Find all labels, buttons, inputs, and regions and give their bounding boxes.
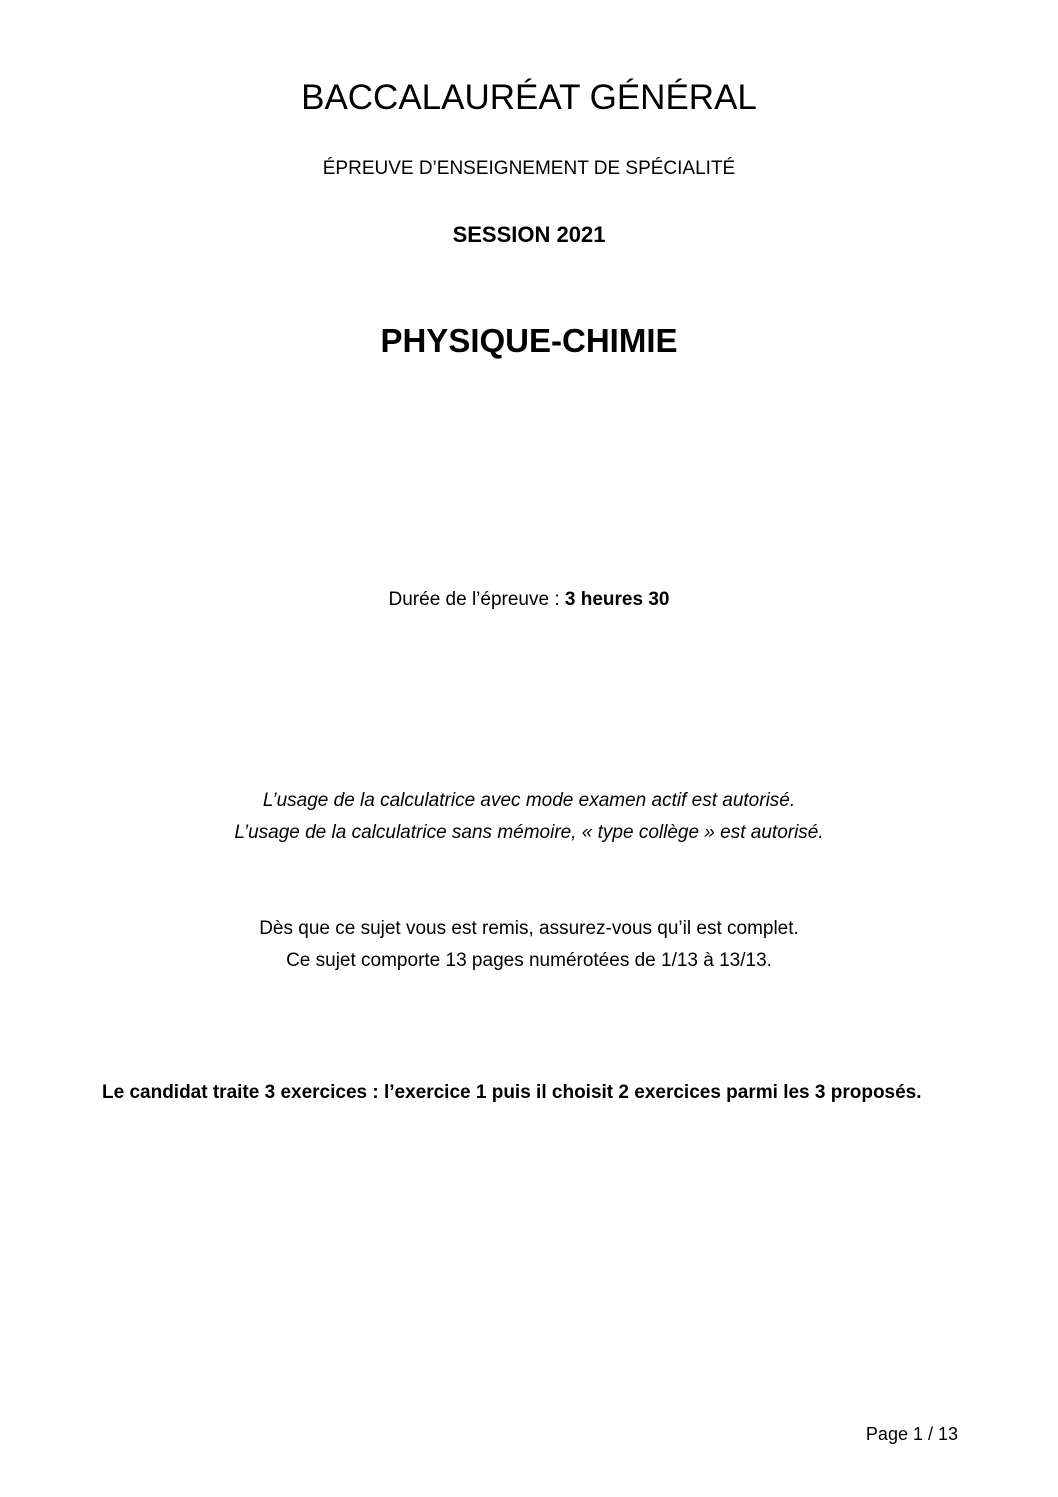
completeness-notice	[0, 913, 1058, 977]
calculator-rule-line: L’usage de la calculatrice avec mode examen actif est autorisé.	[262, 790, 796, 811]
calculator-rule-line: L’usage de la calculatrice sans mémoire, « type collège » est autorisé.	[234, 822, 824, 843]
exam-subtitle: ÉPREUVE D’ENSEIGNEMENT DE SPÉCIALITÉ	[322, 158, 736, 179]
exam-subject: PHYSIQUE-CHIMIE	[380, 322, 678, 359]
exam-session: SESSION 2021	[452, 222, 606, 247]
completeness-line: Dès que ce sujet vous est remis, assurez-vous qu’il est complet.	[259, 918, 799, 939]
candidate-instructions: Le candidat traite 3 exercices : l’exercice 1 puis il choisit 2 exercices parmi les 3 proposés.	[102, 1082, 922, 1103]
page-number: Page 1 / 13	[865, 1424, 958, 1444]
exam-duration	[0, 588, 1058, 612]
calculator-rules	[0, 785, 1058, 849]
completeness-line: Ce sujet comporte 13 pages numérotées de 1/13 à 13/13.	[286, 950, 772, 971]
duration-value: 3 heures 30	[564, 589, 670, 610]
exam-title: BACCALAURÉAT GÉNÉRAL	[301, 78, 757, 117]
duration-label: Durée de l’épreuve :	[388, 589, 565, 610]
